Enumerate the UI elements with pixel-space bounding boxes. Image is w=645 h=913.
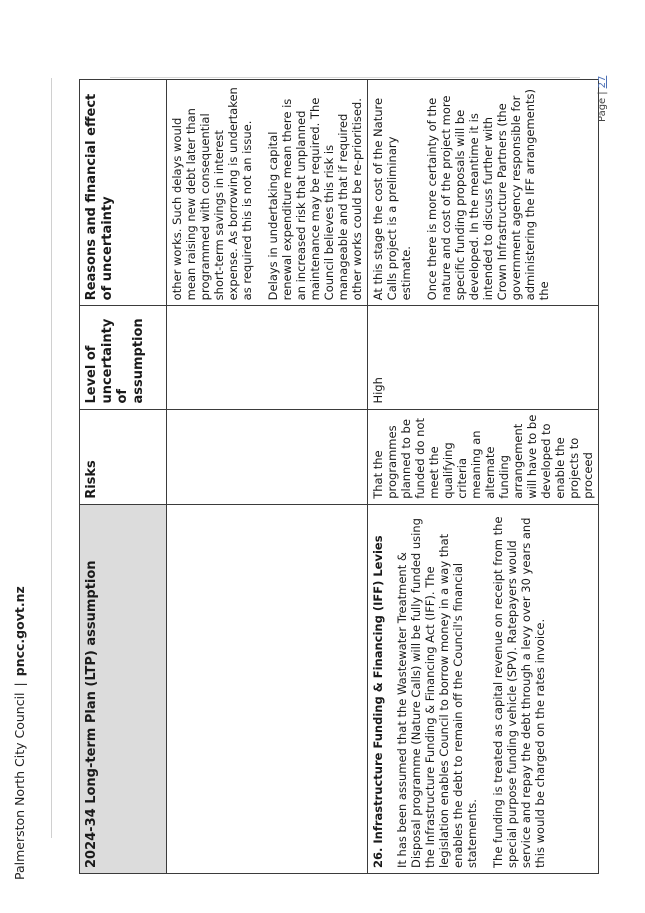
page-number-value: 27 (597, 75, 608, 89)
cell-level: High (368, 306, 599, 409)
reasons-paragraph: At this stage the cost of the Nature Calls project is a preliminary estimate. (371, 97, 414, 301)
header-assumption: 2024-34 Long-term Plan (LTP) assumption (80, 504, 167, 873)
top-rule (110, 77, 580, 78)
header-risks: Risks (80, 409, 167, 504)
footer-website-link[interactable]: pncc.govt.nz (12, 586, 27, 677)
reasons-paragraph: Delays in undertaking capital renewal expenditure mean there is an increased risk that unplanned maintenance may be required. The Council believes this risk is manageable and that if required other works could be re-prioritised. (266, 97, 365, 301)
cell-risks: That the programmes planned to be funded do not meet the qualifying criteria meaning an alternate funding arrangement will have to be developed to enable the projects to proceed (368, 409, 599, 504)
cell-risks (167, 409, 368, 504)
cell-assumption (167, 504, 368, 873)
footer-org: Palmerston North City Council (12, 692, 27, 880)
cell-reasons (167, 80, 368, 306)
header-level: Level of uncertainty of assumption (80, 306, 167, 409)
cell-assumption (368, 504, 599, 873)
header-reasons: Reasons and financial effect of uncertainty (80, 80, 167, 306)
assumption-paragraph: The funding is treated as capital revenue on receipt from the special purpose funding vehicle (SPV). Ratepayers would service and repay the debt through a levy over 30 years and this would be charged on the rates invoice. (491, 516, 548, 868)
page-label: Page (597, 97, 608, 122)
page-separator: | (597, 91, 608, 95)
assumption-paragraph: It has been assumed that the Wastewater Treatment & Disposal programme (Nature Calls) will be fully funded using the Infrastructure Funding & Financing Act (IFF). The legislation enables Council to borrow money in a way that enables the debt to remain off the Council's financial statements. (395, 518, 480, 868)
reasons-paragraph: other works. Such delays would mean raising new debt later than programmed with consequential short-term savings in interest expense. As borrowing is undertaken as required this is not an issue. (170, 87, 255, 301)
left-margin-rule (51, 78, 52, 838)
rotated-page-content (79, 79, 596, 874)
cell-reasons (368, 80, 599, 306)
page-number (597, 76, 608, 122)
table-row (368, 80, 599, 874)
table-header-row (80, 80, 167, 874)
cell-level (167, 306, 368, 409)
footer-separator: | (12, 682, 27, 687)
assumption-title: 26. Infrastructure Funding & Financing (IFF) Levies (371, 535, 386, 868)
assumptions-table (79, 79, 599, 874)
table-row (167, 80, 368, 874)
reasons-paragraph: Once there is more certainty of the nature and cost of the project more specific funding proposals will be developed. In the meantime it is intended to discuss further with Crown Infrastructure Partners (the government agency responsible for administering the IFF arrangements) the (425, 88, 552, 301)
page-footer (12, 586, 27, 880)
